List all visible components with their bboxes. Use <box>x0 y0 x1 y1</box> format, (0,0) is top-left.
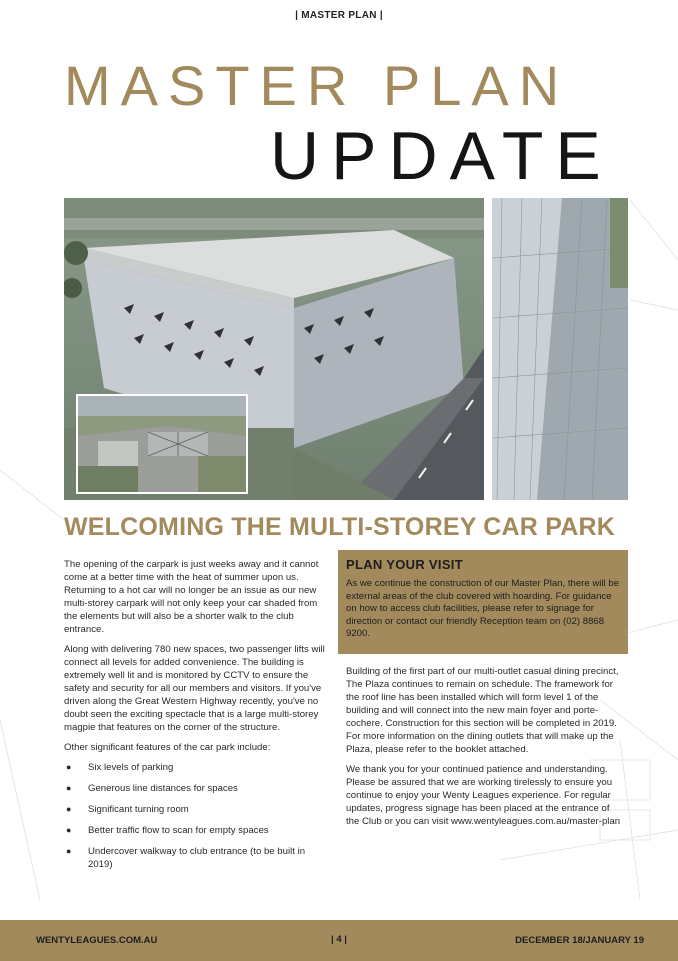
plan-your-visit-title: PLAN YOUR VISIT <box>346 557 463 572</box>
bullet-icon: ● <box>66 804 72 814</box>
footer <box>0 920 678 961</box>
paragraph: We thank you for your continued patience and understanding. Please be assured that we are working tirelessly to ensure you continue to enjoy your Wenty Leagues experience. For regular updates, progress signage has been placed at the entrance of the Club or you can visit www.wentyleagues.com.au/master-plan <box>346 764 621 827</box>
paragraph: Other significant features of the car park include: <box>64 742 271 753</box>
list-item <box>64 782 332 795</box>
list-item-text: Undercover walkway to club entrance (to be built in 2019) <box>88 846 306 870</box>
right-column <box>346 665 622 835</box>
plan-your-visit-body: As we continue the construction of our Master Plan, there will be external areas of the club covered with hoarding. For guidance on how to access club facilities, please refer to signage for direction or contact our friendly Reception team on (02) 8868 9200. <box>346 578 620 640</box>
bullet-icon: ● <box>66 825 72 835</box>
paragraph: The opening of the carpark is just weeks away and it cannot come at a better time with the heat of summer upon us. Returning to a hot car will no longer be an issue as our new multi-storey carpark will not only keep your car shaded from the elements but will also be a shorter walk to the club entrance. <box>64 559 319 635</box>
list-item <box>64 824 332 837</box>
list-item-text: Better traffic flow to scan for empty spaces <box>88 825 269 836</box>
list-item <box>64 803 332 816</box>
footer-website: WENTYLEAGUES.COM.AU <box>36 935 158 946</box>
car-park-facade-photo <box>492 198 628 500</box>
left-column <box>64 558 332 879</box>
list-item-text: Six levels of parking <box>88 762 174 773</box>
bullet-icon: ● <box>66 846 72 856</box>
paragraph: Building of the first part of our multi-outlet casual dining precinct, The Plaza continues to remain on schedule. The framework for the roof line has been installed which will form level 1 of the building and will connect into the new main foyer and porte-cochere. Construction for this section will be completed in 2019. For more information on the dining outlets that will make up the Plaza, please refer to the booklet attached. <box>346 666 619 755</box>
page-title-line2: UPDATE <box>270 118 613 194</box>
bullet-icon: ● <box>66 783 72 793</box>
page-title-line1: MASTER PLAN <box>64 54 570 117</box>
plan-your-visit-box <box>338 550 628 654</box>
section-tag: | MASTER PLAN | <box>295 10 383 21</box>
footer-page-number: | 4 | <box>331 934 347 945</box>
features-list <box>64 761 332 871</box>
article-headline: WELCOMING THE MULTI-STOREY CAR PARK <box>64 513 615 541</box>
paragraph: Along with delivering 780 new spaces, two passenger lifts will connect all levels for added convenience. The building is extremely well lit and is monitored by CCTV to ensure the safety and security for all our members and visitors. If you've driven along the Great Western Highway recently, you've no doubt seen the exciting spectacle that is a large multi-storey magpie that features on the corner of the structure. <box>64 644 325 733</box>
construction-site-inset-photo <box>76 394 248 494</box>
list-item-text: Significant turning room <box>88 804 189 815</box>
list-item <box>64 845 332 871</box>
footer-issue: DECEMBER 18/JANUARY 19 <box>515 935 644 946</box>
list-item <box>64 761 332 774</box>
list-item-text: Generous line distances for spaces <box>88 783 238 794</box>
bullet-icon: ● <box>66 762 72 772</box>
